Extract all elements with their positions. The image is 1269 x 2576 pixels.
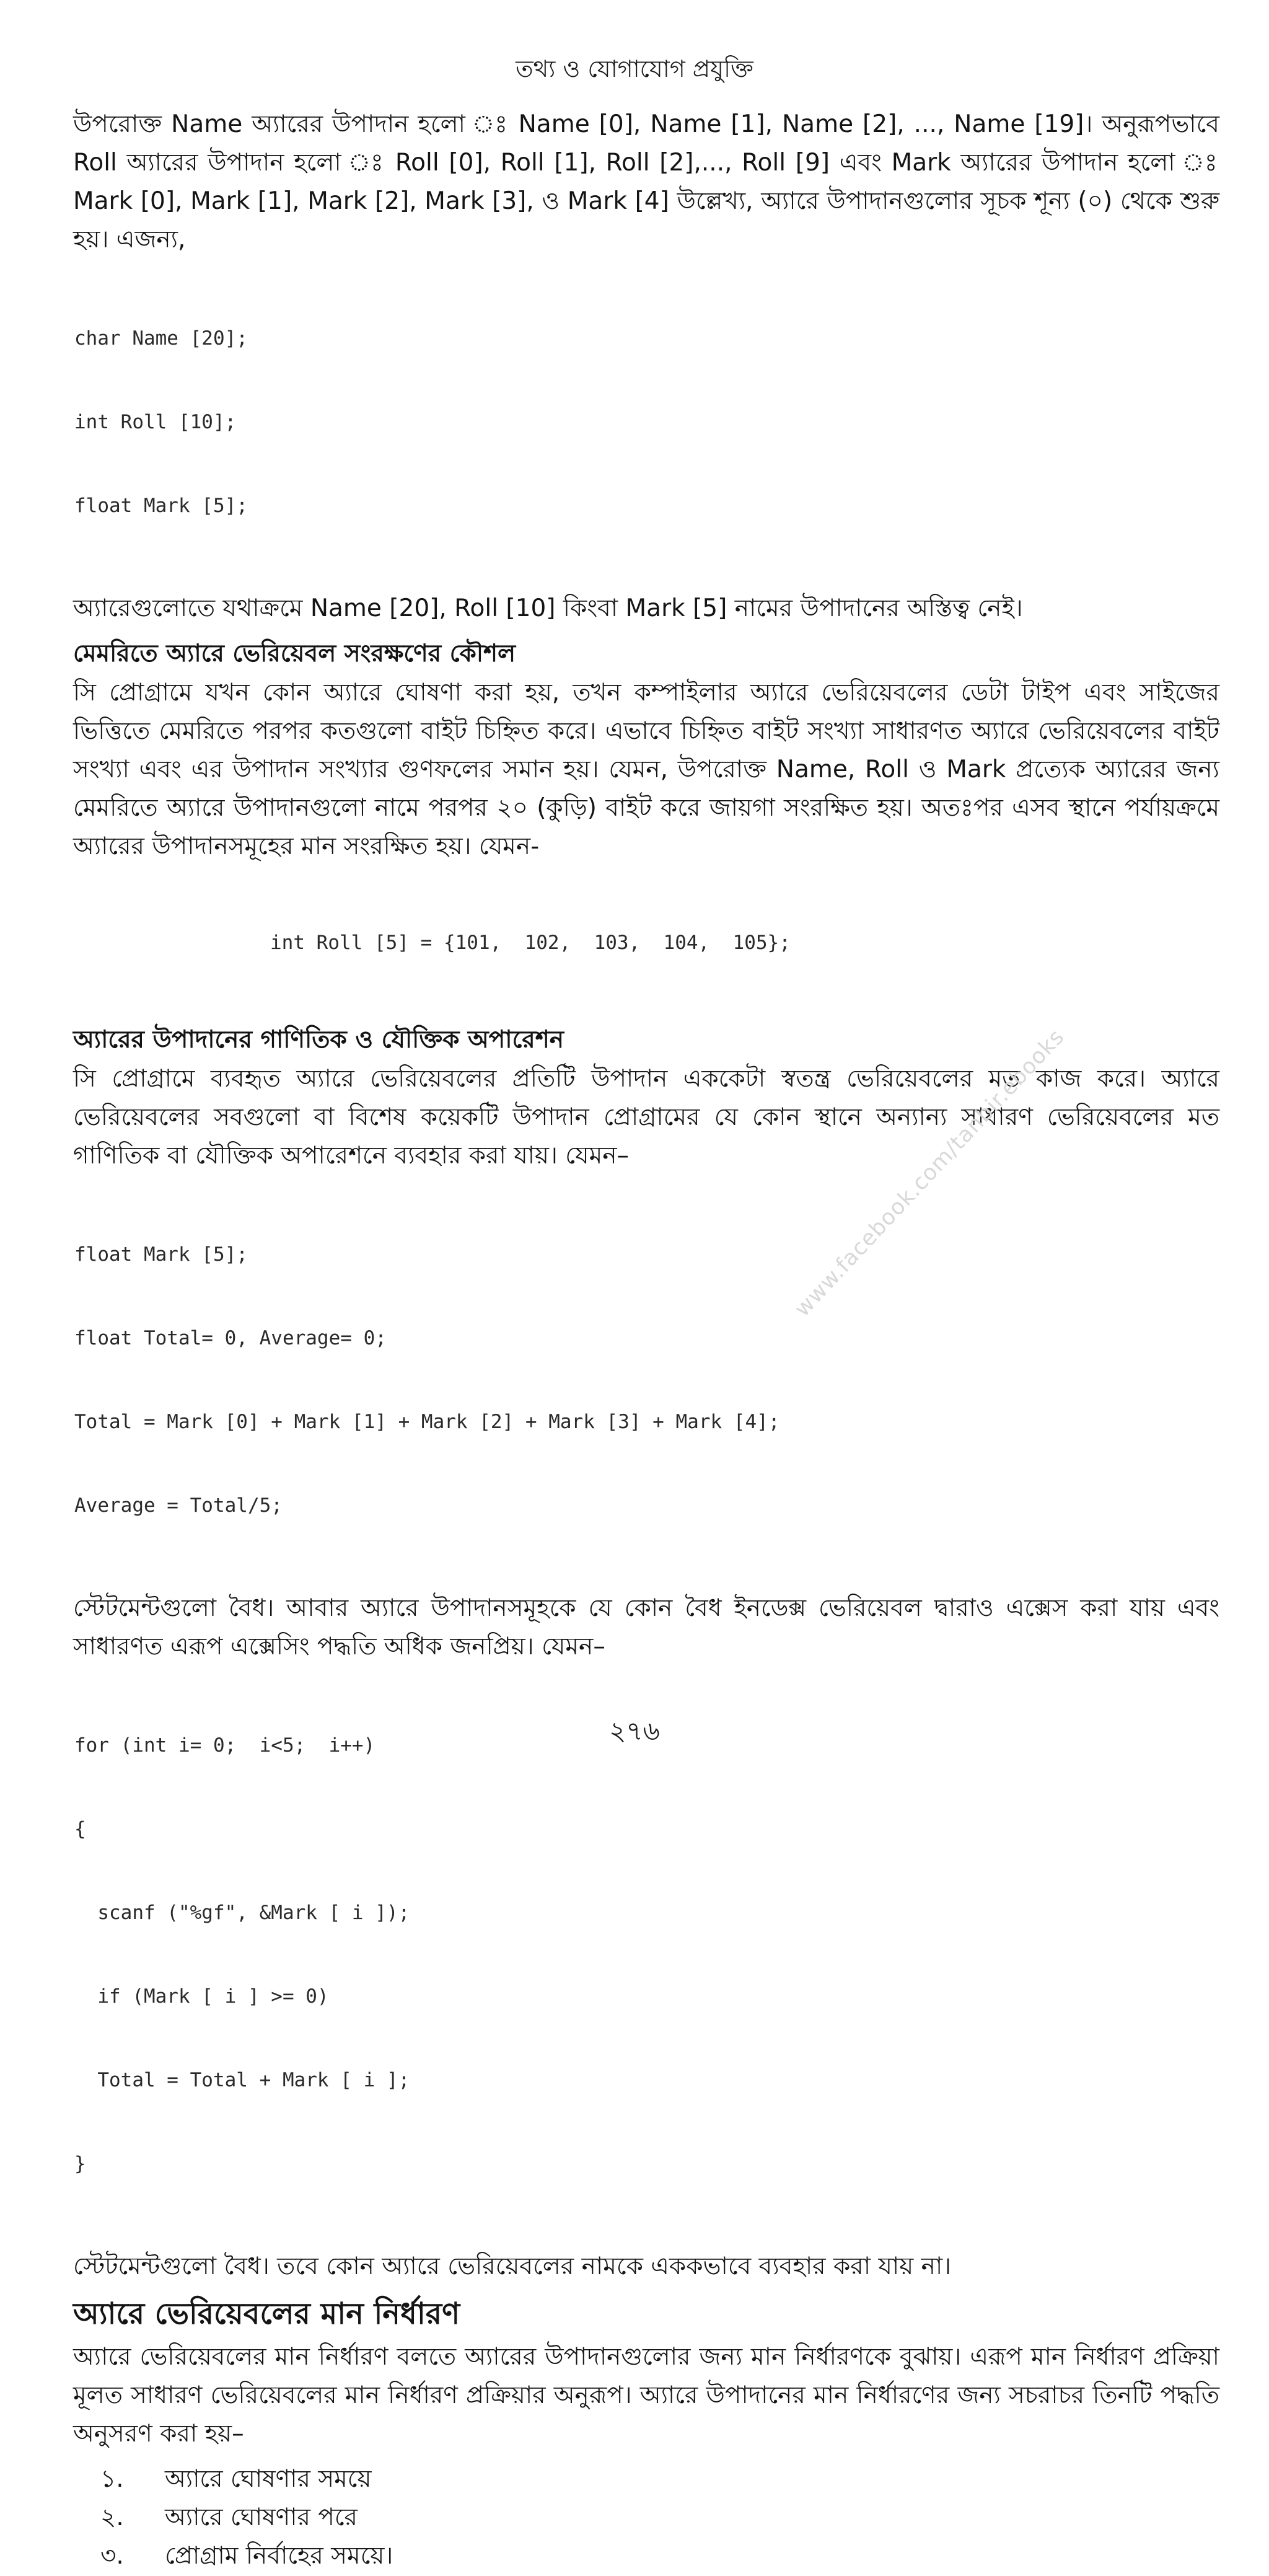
list-item [100,2499,1219,2536]
code-line: if (Mark [ i ] >= 0) [74,1985,329,2008]
code-line: scanf ("%gf", &Mark [ i ]); [74,1902,410,1924]
list-item-number: ১. [100,2465,124,2493]
code-block-arithmetic [74,1185,1219,1576]
code-line: float Mark [5]; [74,1243,248,1266]
code-line: Total = Total + Mark [ i ]; [74,2069,410,2091]
code-block-roll-init [270,873,1219,1013]
list-item [100,2538,1219,2575]
code-line: for (int i= 0; i<5; i++) [74,1734,375,1757]
code-line: int Roll [5] = {101, 102, 103, 104, 105}; [270,932,791,954]
code-line: int Roll [10]; [74,411,237,433]
list-item [100,2461,1219,2498]
code-line: Total = Mark [0] + Mark [1] + Mark [2] + Mark [3] + Mark [4]; [74,1411,780,1433]
code-block-declarations [74,269,1219,576]
list-item-number: ২. [100,2503,124,2531]
subheading-memory-storage: মেমরিতে অ্যারে ভেরিয়েবল সংরক্ষণের কৌশল [73,640,516,668]
paragraph-operations: সি প্রোগ্রামে ব্যবহৃত অ্যারে ভেরিয়েবলের প্রতিটি উপাদান এককেটা স্বতন্ত্র ভেরিয়েবলের মত কাজ করে। অ্যারে ভেরিয়েবলের সবগুলো বা বিশেষ কয়েকটি উপাদান প্রোগ্রামের যে কোন স্থানে অন্যান্য সাধারণ ভেরিয়েবলের মত গাণিতিক বা যৌক্তিক অপারেশনে ব্যবহার করা যায়। যেমন– [73,1065,1219,1170]
paragraph-array-elements: উপরোক্ত Name অ্যারের উপাদান হলো ঃ Name [0], Name [1], Name [2], ..., Name [19]। অনুরূপভাবে Roll অ্যারের উপাদান হলো ঃ Roll [0], Roll [1], Roll [2],..., Roll [9] এবং Mark অ্যারের উপাদান হলো ঃ Mark [0], Mark [1], Mark [2], Mark [3], ও Mark [4] উল্লেখ্য, অ্যারে উপাদানগুলোর সূচক শূন্য (০) থেকে শুরু হয়। এজন্য, [73,110,1219,254]
list-item-number: ৩. [100,2542,124,2570]
code-line: char Name [20]; [74,327,248,350]
code-block-loop [74,1676,1219,2234]
page-body [73,105,1219,2576]
paragraph-no-element: অ্যারেগুলোতে যথাক্রমে Name [20], Roll [10] কিংবা Mark [5] নামের উপাদানের অস্তিত্ব নেই। [73,594,1023,622]
code-line: { [74,1818,86,1840]
subheading-operations: অ্যারের উপাদানের গাণিতিক ও যৌক্তিক অপারেশন [73,1026,564,1054]
section-heading-value-assignment: অ্যারে ভেরিয়েবলের মান নির্ধারণ [73,2296,460,2331]
paragraph-index-access: স্টেটমেন্টগুলো বৈধ। আবার অ্যারে উপাদানসমূহকে যে কোন বৈধ ইনডেক্স ভেরিয়েবল দ্বারাও এক্সেস করা যায় এবং সাধারণত এরূপ এক্সেসিং পদ্ধতি অধিক জনপ্রিয়। যেমন– [73,1594,1219,1661]
list-item-text: অ্যারে ঘোষণার পরে [165,2503,358,2531]
page-header: তথ্য ও যোগাযোগ প্রযুক্তি [516,55,753,82]
code-line: } [74,2153,86,2175]
list-item-text: অ্যারে ঘোষণার সময়ে [165,2465,372,2493]
code-line: float Total= 0, Average= 0; [74,1327,387,1349]
paragraph-value-assignment: অ্যারে ভেরিয়েবলের মান নির্ধারণ বলতে অ্যারের উপাদানগুলোর জন্য মান নির্ধারণকে বুঝায়। এরূপ মান নির্ধারণ প্রক্রিয়া মূলত সাধারণ ভেরিয়েবলের মান নির্ধারণ প্রক্রিয়ার অনুরূপ। অ্যারে উপাদানের মান নির্ধারণের জন্য সচরাচর তিনটি পদ্ধতি অনুসরণ করা হয়– [73,2343,1219,2448]
watermark: www.facebook.com/tanbir.ebooks [790,1025,1069,1322]
list-item-text: প্রোগ্রাম নির্বাহের সময়ে। [165,2542,393,2570]
paragraph-valid-statements: স্টেটমেন্টগুলো বৈধ। তবে কোন অ্যারে ভেরিয়েবলের নামকে এককভাবে ব্যবহার করা যায় না। [73,2252,952,2280]
paragraph-memory-storage: সি প্রোগ্রামে যখন কোন অ্যারে ঘোষণা করা হয়, তখন কম্পাইলার অ্যারে ভেরিয়েবলের ডেটা টাইপ এবং সাইজের ভিত্তিতে মেমরিতে পরপর কতগুলো বাইট চিহ্নিত করে। এভাবে চিহ্নিত বাইট সংখ্যা সাধারণত অ্যারে ভেরিয়েবলের বাইট সংখ্যা এবং এর উপাদান সংখ্যার গুণফলের সমান হয়। যেমন, উপরোক্ত Name, Roll ও Mark প্রত্যেক অ্যারের জন্য মেমরিতে অ্যারে উপাদানগুলো নামে পরপর ২০ (কুড়ি) বাইট করে জায়গা সংরক্ষিত হয়। অতঃপর এসব স্থানে পর্যায়ক্রমে অ্যারের উপাদানসমূহের মান সংরক্ষিত হয়। যেমন- [73,679,1219,860]
code-line: Average = Total/5; [74,1494,283,1517]
method-list [73,2461,1219,2575]
code-line: float Mark [5]; [74,495,248,517]
page-number: ২৭৬ [609,1716,660,1746]
